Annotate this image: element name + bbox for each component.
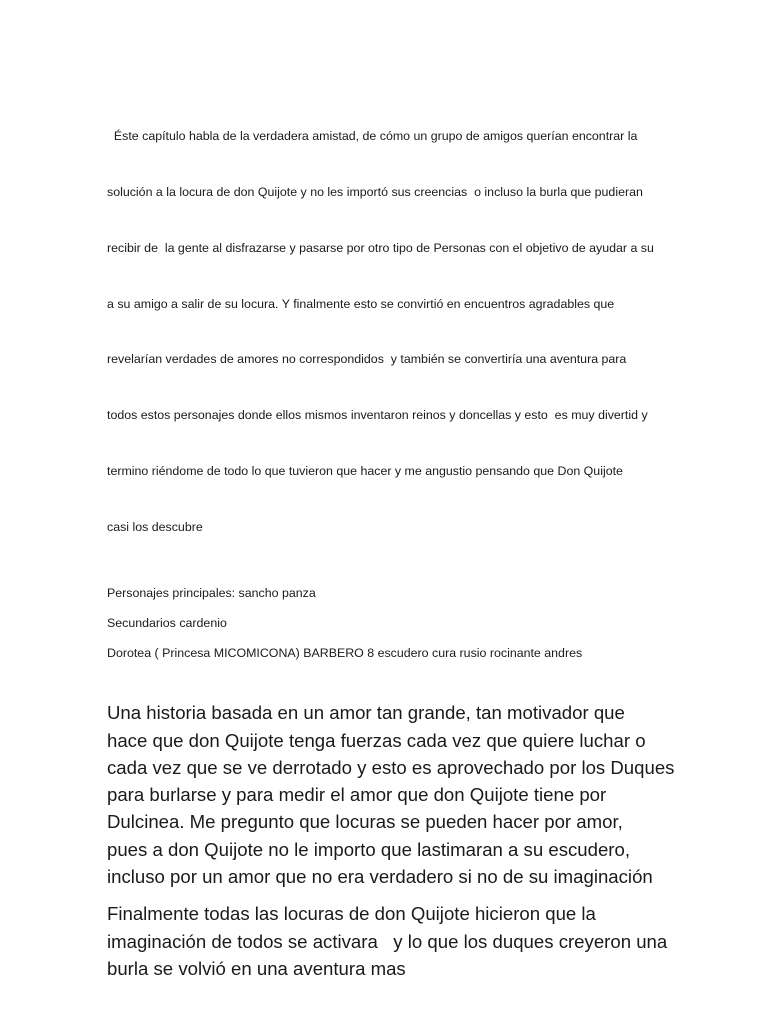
intro-line: recibir de la gente al disfrazarse y pasarse por otro tipo de Personas con el objetivo de ayudar a su [107, 240, 654, 255]
intro-line: casi los descubre [107, 519, 203, 534]
intro-paragraph [107, 90, 667, 573]
intro-line: todos estos personajes donde ellos mismos inventaron reinos y doncellas y esto es muy divertid y [107, 408, 648, 423]
paragraph-line: Dulcinea. Me pregunto que locuras se pueden hacer por amor, [107, 811, 623, 833]
love-story-paragraph [107, 699, 675, 890]
intro-line: revelarían verdades de amores no correspondidos y también se convertiría una aventura para [107, 352, 627, 367]
paragraph-line: para burlarse y para medir el amor que don Quijote tiene por [107, 784, 607, 806]
paragraph-line: hace que don Quijote tenga fuerzas cada vez que quiere luchar o [107, 729, 646, 751]
paragraph-line: Finalmente todas las locuras de don Quijote hicieron que la [107, 903, 596, 925]
principal-characters: Personajes principales: sancho panza [107, 586, 316, 601]
paragraph-line: incluso por un amor que no era verdadero si no de su imaginación [107, 866, 653, 887]
paragraph-line: cada vez que se ve derrotado y esto es aprovechado por los Duques [107, 756, 675, 778]
intro-line: solución a la locura de don Quijote y no les importó sus creencias o incluso la burla que pudieran [107, 184, 643, 199]
secondary-characters: Secundarios cardenio [107, 616, 227, 631]
paragraph-line: Una historia basada en un amor tan grande, tan motivador que [107, 702, 625, 724]
intro-line: Éste capítulo habla de la verdadera amistad, de cómo un grupo de amigos querían encontrar la [107, 129, 638, 144]
other-characters: Dorotea ( Princesa MICOMICONA) BARBERO 8 escudero cura rusio rocinante andres [107, 645, 583, 660]
paragraph-line: burla se volvió en una aventura mas [107, 957, 406, 979]
document-body [107, 90, 675, 982]
paragraph-line: imaginación de todos se activara y lo que los duques creyeron una [107, 930, 668, 952]
intro-line: a su amigo a salir de su locura. Y finalmente esto se convirtió en encuentros agradables que [107, 296, 615, 311]
conclusion-paragraph [107, 900, 667, 982]
paragraph-line: pues a don Quijote no le importo que lastimaran a su escudero, [107, 838, 631, 860]
intro-line: termino riéndome de todo lo que tuvieron que hacer y me angustio pensando que Don Quijote [107, 463, 623, 478]
